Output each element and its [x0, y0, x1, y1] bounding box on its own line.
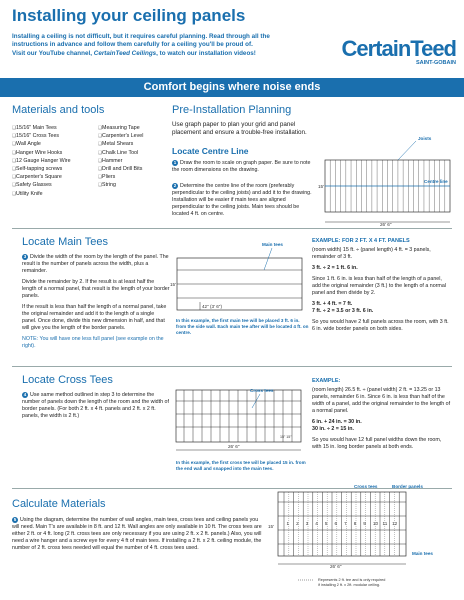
youtube-channel-name[interactable]: CertainTeed Ceilings — [93, 49, 157, 57]
intro-line — [12, 50, 312, 58]
material-item: ❑ Metal Shears — [98, 140, 168, 148]
material-item: ❑ 12 Gauge Hanger Wire — [12, 157, 102, 165]
step-number-icon: 1 — [173, 160, 177, 165]
example-line: So you would have 12 full panel widths down the room, with 15 in. long border panels at both ends. — [312, 437, 442, 450]
example-line: So you would have 2 full panels across the room, with 3 ft. 6 in. wide border panels on both sides. — [312, 319, 449, 332]
page-title: Installing your ceiling panels — [12, 6, 246, 25]
material-item: ❑ Drill and Drill Bits — [98, 165, 168, 173]
cross-tees-text — [22, 392, 170, 424]
preinstall-text: Use graph paper to plan your grid and panel placement and ensure a trouble-free installation. — [172, 121, 307, 136]
panel-number: 8 — [353, 521, 357, 526]
panel-number: 4 — [315, 521, 318, 526]
certainteed-logo — [324, 38, 456, 67]
width-label: 15' — [170, 282, 176, 287]
main-tees-example-title: EXAMPLE: FOR 2 FT. X 4 FT. PANELS — [312, 238, 410, 244]
length-label: 26' 6" — [380, 222, 392, 227]
cross-tees-p1: Use same method outlined in step 3 to determine the number of panels down the length of the room and the width of border panels. (For both 2 ft. x 4 ft. panels and 2 ft. x 2 ft. panels, the width is 2 ft.) — [22, 392, 169, 419]
panel-number: 1 — [286, 521, 290, 526]
intro-text-part: , to watch our installation videos! — [156, 49, 256, 57]
calc-text — [12, 517, 264, 556]
tagline-banner: Comfort begins where noise ends — [0, 78, 464, 97]
length-label: 26' 6" — [228, 444, 240, 449]
calc-p1: Using the diagram, determine the number of wall angles, main tees, cross tees and ceiling panels you will need. Main T's are available in 8 ft. and 12 ft. Wall angles are only available in 10 ft. The cross tees are either 2 ft. or 4 ft. long (2 ft. cross tees are only necessary if you are using 2 ft. x 2 ft. panels.) Also, you will need a wire hanger and a screw eye for every 4 ft of main tees. If installing a 2 ft. x 2 ft. ceiling module, the number of 2 ft. cross tees needed will equal the number of 4 ft. cross tees used. — [12, 517, 262, 551]
border-panels-label: Border panels — [392, 484, 423, 489]
border-width-label: 15" 15" — [280, 435, 292, 439]
cross-tees-example — [312, 387, 452, 455]
logo-wordmark: CertainTeed — [341, 36, 456, 61]
materials-list-1 — [12, 124, 102, 198]
material-item: ❑ Self-tapping screws — [12, 165, 102, 173]
main-tees-p1: Divide the width of the room by the length of the panel. The result is the number of panels across the width, plus a remainder. — [22, 254, 169, 274]
material-item: ❑ Carpenter's Square — [12, 173, 102, 181]
material-item: ❑ Hanger Wire Hooks — [12, 149, 102, 157]
step-number-icon: 2 — [173, 183, 177, 188]
example-line: Since 1 ft. 6 in. is less than half of the length of a panel, add the original remainder (3 ft.) to the length of a normal panel and then divide by 2. — [312, 276, 446, 296]
main-tees-leader — [264, 248, 272, 270]
material-item: ❑ Pliers — [98, 173, 168, 181]
example-result: 30 in. ÷ 2 = 15 in. — [312, 426, 354, 432]
panel-number: 6 — [334, 521, 338, 526]
example-result: 3 ft. ÷ 2 = 1 ft. 6 in. — [312, 265, 358, 271]
calc-grid — [278, 492, 406, 556]
panel-number: 3 — [305, 521, 309, 526]
cross-tees-label: Cross tees — [250, 388, 274, 393]
joists-label: Joists — [418, 136, 432, 141]
centre-line-diagram — [320, 132, 454, 250]
main-tees-heading: Locate Main Tees — [22, 236, 109, 248]
main-tees-p2: Divide the remainder by 2. If the result is at least half the length of a normal panel, that result is the length of your border panels. — [22, 279, 170, 299]
material-item: ❑ Hammer — [98, 157, 168, 165]
material-item: ❑ 15/16" Cross Tees — [12, 132, 102, 140]
material-item: ❑ Safety Glasses — [12, 181, 102, 189]
material-item: ❑ Measuring Tape — [98, 124, 168, 132]
cross-tees-caption: In this example, the first cross tee will be placed 15 in. from the end wall and snapped into the main tees. — [176, 460, 306, 471]
panel-number: 2 — [296, 521, 299, 526]
main-tees-example — [312, 247, 452, 337]
main-tees-label: Main tees — [412, 551, 433, 556]
main-tees-note: NOTE: You will have one less full panel (see example on the right). — [22, 336, 164, 349]
main-tees-caption: In this example, the first main tee will be placed 3 ft. 6 in. from the side wall. Each main tee after will be located 4 ft. on centre. — [176, 318, 309, 335]
intro-line: Installing a ceiling is not difficult, but it requires careful planning. Read through all the — [12, 33, 270, 40]
width-label: 15' — [318, 184, 324, 189]
materials-list-2 — [98, 124, 168, 190]
panel-number: 9 — [363, 521, 366, 526]
panel-number: 5 — [324, 521, 328, 526]
intro-text — [12, 33, 312, 58]
material-item: ❑ 15/16" Main Tees — [12, 124, 102, 132]
cross-tees-label: Cross tees — [354, 484, 378, 489]
material-item: ❑ String — [98, 181, 168, 189]
step-number-icon: 5 — [13, 517, 17, 522]
section-divider — [12, 228, 452, 229]
length-label: 26' 6" — [330, 564, 342, 569]
example-result: 6 in. + 24 in. = 30 in. — [312, 419, 362, 425]
centre-line-label: Centre line — [424, 179, 448, 184]
panel-number: 11 — [382, 521, 388, 526]
cross-tees-example-title: EXAMPLE: — [312, 378, 341, 384]
main-tees-text — [22, 254, 170, 354]
main-tees-p3: If the result is less than half the length of a normal panel, take the original remainder and add it to the length of a single panel. Once done, divide this new dimension in half, and that will give you the length of the border panels. — [22, 304, 167, 331]
material-item: ❑ Utility Knife — [12, 190, 102, 198]
main-tees-diagram — [172, 240, 312, 320]
example-result: 7 ft. ÷ 2 = 3.5 or 3 ft. 6 in. — [312, 308, 374, 314]
joists-leader — [398, 141, 416, 160]
material-item: ❑ Chalk Line Tool — [98, 149, 168, 157]
step-1 — [172, 160, 312, 174]
example-line: (room width) 15 ft. ÷ (panel length) 4 ft. = 3 panels, remainder of 3 ft. — [312, 247, 431, 260]
main-tees-label: Main tees — [262, 242, 283, 247]
material-item: ❑ Wall Angle — [12, 140, 102, 148]
width-label: 15' — [268, 524, 274, 529]
calc-heading: Calculate Materials — [12, 498, 106, 510]
step-2 — [172, 183, 312, 218]
step-1-text: Draw the room to scale on graph paper. Be sure to note the room dimensions on the drawing. — [172, 160, 311, 173]
example-line: (room length) 26.5 ft. ÷ (panel width) 2 ft. = 13.25 or 13 panels, remainder 6 in. Since 6 in. is less than half of the width of a panel, add the original remainder to the length of a normal panel. — [312, 387, 451, 414]
legend-text-2: if installing 2 ft. x 2ft. modular ceiling. — [318, 583, 381, 587]
calc-diagram — [268, 480, 458, 598]
step-2-text: Determine the centre line of the room (preferably perpendicular to the ceiling joists) and add it to the drawing. Installation will be easier if main tees are aligned perpendicular to the ceiling joists. Main tees should be located 4 ft. on centre. — [172, 183, 312, 217]
centre-line-heading: Locate Centre Line — [172, 146, 249, 156]
border-dimension-label: 42" (3' 6") — [202, 304, 222, 309]
intro-text-part: Visit our YouTube channel, — [12, 49, 94, 57]
preinstall-heading: Pre-Installation Planning — [172, 104, 292, 116]
panel-number: 7 — [344, 521, 347, 526]
materials-heading: Materials and tools — [12, 104, 105, 116]
material-item: ❑ Carpenter's Level — [98, 132, 168, 140]
intro-line: instructions in advance and follow them carefully for a ceiling you'll be proud of. — [12, 41, 253, 49]
section-divider — [12, 366, 452, 367]
panel-number: 12 — [392, 521, 398, 526]
panel-number: 10 — [372, 521, 379, 526]
example-result: 3 ft. + 4 ft. = 7 ft. — [312, 301, 353, 307]
step-number-icon: 3 — [23, 254, 27, 259]
logo-subtitle: SAINT-GOBAIN — [415, 60, 456, 66]
cross-tees-heading: Locate Cross Tees — [22, 374, 113, 386]
legend-text-1: Represents 2 ft. tee and is only required — [318, 578, 386, 582]
step-number-icon: 4 — [23, 392, 27, 397]
